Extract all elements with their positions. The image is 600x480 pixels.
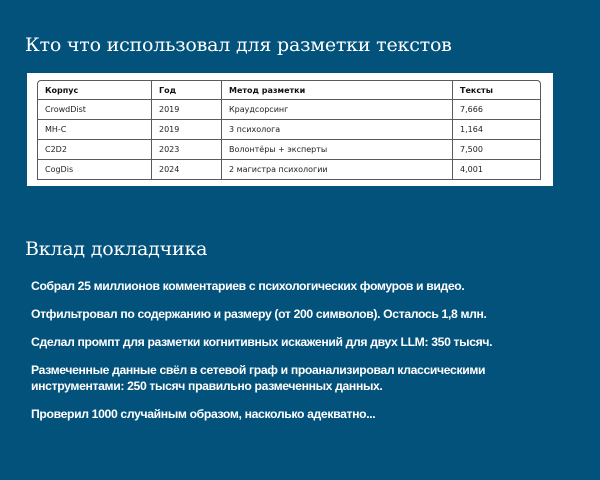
cell-corpus: MH-C — [37, 120, 152, 140]
cell-texts: 4,001 — [453, 160, 541, 180]
column-header-corpus: Корпус — [37, 80, 152, 100]
table-row — [37, 120, 541, 140]
list-item: Проверил 1000 случайным образом, насколько адекватно... — [31, 407, 376, 421]
table-header-row — [37, 80, 541, 100]
cell-method: 3 психолога — [222, 120, 453, 140]
cell-method: Краудсорсинг — [222, 100, 453, 120]
column-header-texts: Тексты — [453, 80, 541, 100]
cell-method: 2 магистра психологии — [222, 160, 453, 180]
table-row — [37, 160, 541, 180]
contribution-list — [31, 278, 581, 434]
cell-texts: 7,666 — [453, 100, 541, 120]
list-item: Сделал промпт для разметки когнитивных искажений для двух LLM: 350 тысяч. — [31, 335, 493, 349]
cell-corpus: C2D2 — [37, 140, 152, 160]
list-item: Собрал 25 миллионов комментариев с психологических фомуров и видео. — [31, 279, 465, 293]
cell-method: Волонтёры + эксперты — [222, 140, 453, 160]
cell-corpus: CogDis — [37, 160, 152, 180]
table-row — [37, 100, 541, 120]
list-item: Размеченные данные свёл в сетевой граф и проанализировал классическими инструментами: 250 тысяч правильно размеченных данных. — [31, 363, 486, 393]
column-header-year: Год — [152, 80, 222, 100]
table-panel — [27, 73, 553, 186]
column-header-method: Метод разметки — [222, 80, 453, 100]
cell-year: 2019 — [152, 120, 222, 140]
table-row — [37, 140, 541, 160]
section-title-annotation-sources: Кто что использовал для разметки текстов — [25, 34, 452, 56]
corpus-table — [37, 80, 541, 180]
cell-year: 2019 — [152, 100, 222, 120]
list-item: Отфильтровал по содержанию и размеру (от 200 символов). Осталось 1,8 млн. — [31, 307, 487, 321]
cell-texts: 7,500 — [453, 140, 541, 160]
section-title-contribution: Вклад докладчика — [25, 238, 208, 260]
cell-corpus: CrowdDist — [37, 100, 152, 120]
cell-texts: 1,164 — [453, 120, 541, 140]
cell-year: 2024 — [152, 160, 222, 180]
cell-year: 2023 — [152, 140, 222, 160]
